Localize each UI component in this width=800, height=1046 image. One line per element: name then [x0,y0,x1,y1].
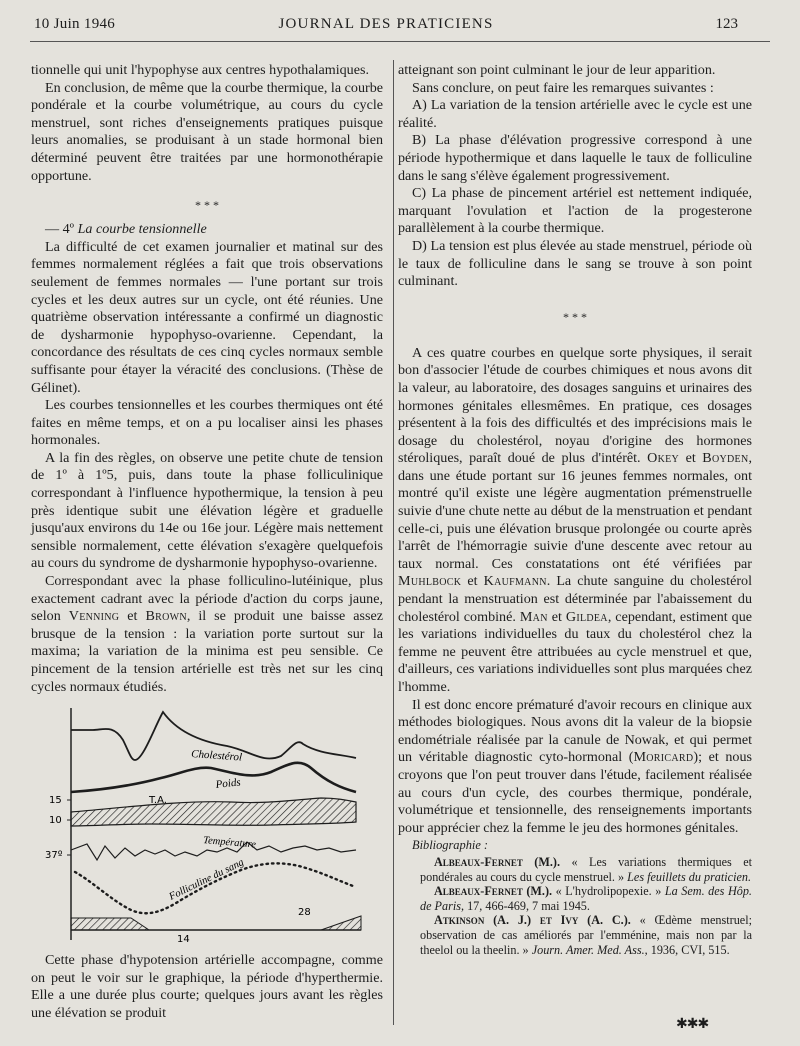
text-run: et [679,450,703,467]
author-name: Okey [647,450,680,467]
hormonal-curves-figure [31,704,383,946]
menstruation-band-start [71,918,149,930]
author-name: Kaufmann [483,573,547,590]
section-title: La courbe tensionnelle [77,221,207,238]
page-header [34,16,738,40]
bib-title: « Les variations thermiques et pondérales au cours du cycle menstruel. » [420,854,752,884]
paragraph: atteignant son point culminant le jour de leur apparition. [398,62,716,78]
text-run: , dans une étude portant sur 16 jeunes femmes normales, ont montré qu'il existe une légère augmentation prémenstruelle suivie d'une chute nette au début de la menstruation et pendant celle-ci, puis une élévation brusque prolongée ou courte après l'arrêt de l'hémorragie suivie d'une descente avec retour au taux normal. Ces constatations ont été vérifiées par [398,450,752,572]
header-journal-title: JOURNAL DES PRATICIENS [278,16,494,32]
paragraph: La difficulté de cet examen journalier et matinal sur des femmes normalement réglées a fait que trois observations seulement de femmes normales — l'une portant sur trois cycles et les deux autres sur un cycle, ont été réunies. Une quatrième observation intéressante a confirmé un diagnostic de dysharmonie hypophyso-ovarienne. Cependant, la concordance des résultats de ces cinq cycles normaux semble suffisante pour étayer la véracité des conclusions. (Thèse de Gélinet). [31,238,383,396]
section-heading [31,221,383,239]
paragraph: Les courbes tensionnelles et les courbes thermiques ont été faites en même temps, et on a pu localiser ainsi les phases hormonales. [31,397,383,449]
paragraph: Cette phase d'hypotension artérielle accompagne, comme on peut le voir sur le graphique, la période d'hyperthermie. Elle a une durée plus courte; quelques jours avant les règles une élévation se produit [31,952,383,1021]
tick-15: 15 [49,795,62,807]
paragraph: A) La variation de la tension artérielle avec le cycle est une réalité. [398,97,752,131]
bibliography-heading: Bibliographie : [412,838,489,853]
left-column [31,62,383,1023]
bib-details: 1936, CVI, 515. [647,942,730,957]
text-run: Correspondant avec la phase folliculino-lutéinique, plus exactement cadrant avec la période d'action du corps jaune, selon [31,573,383,625]
author-name: Venning [68,608,120,625]
text-run: Il est donc encore prématuré d'avoir recours en clinique aux méthodes biologiques. Nous avons dit la valeur de la biopsie endométriale réalisée par la canule de Nowak, et qui permet un véritable diagnostic cyto-hormonal ( [398,696,752,766]
paragraph: tionnelle qui unit l'hypophyse aux centres hypothalamiques. [31,62,369,78]
tick-10: 10 [49,815,62,827]
bib-title: « Œdème menstruel; observation de cas améliorés par l'emménine, mais non par la theelol ou la theelin. » [420,913,752,957]
text-run: ); et nous croyons que l'on peut trouver dans l'étude, facilement réalisée au cours d'un cycle, des courbes thermique, pondérale, volumétrique et tensionnelle, des renseignements importants pour apprécier chez la femme le jeu des hormones génitales. [398,749,752,836]
day-28-label: 28 [298,907,311,919]
bibliography-entry [398,855,752,884]
bib-details: 17, 466-469, 7 mai 1945. [464,898,590,913]
paragraph: D) La tension est plus élevée au stade menstruel, période où le taux de folliculine dans le sang se trouve à son point culminant. [398,237,752,290]
bib-source: La Sem. des Hôp. de Paris, [420,884,752,913]
section-separator: * * * [195,198,219,213]
poids-label: Poids [215,776,242,792]
column-divider [393,60,394,1025]
text-run: et [461,573,484,590]
paragraph: Sans conclure, on peut faire les remarques suivantes : [412,79,714,96]
author-name: Gildea [565,608,608,625]
poids-curve [71,763,356,792]
paragraph [31,573,383,696]
author-name: Muhlbock [398,573,462,590]
author-name: Boyden [702,450,749,467]
section-separator: * * * [563,309,587,324]
bib-author: Albeaux-Fernet (M.). [434,854,560,869]
text-run: , cependant, estiment que les variations individuelles du taux du cholestérol chez la femme ne peuvent être attribuées au cycle menstruel et que, d'ailleurs, ces variations individuelles sont plus marquées chez l'homme. [398,608,753,695]
paragraph: A la fin des règles, on observe une petite chute de tension de 1º à 1º5, puis, dans toute la phase folliculinique correspondant à l'influence hypothermique, la tension à peu près identique subit une élévation légère et graduelle jusqu'aux environs du 14e ou 16e jour. Légère mais nettement sensible normalement, cette élévation s'exagère quelquefois au cours du syndrome de dysharmonie hypophyso-ovarienne. [31,449,383,572]
text-run: et [119,608,146,625]
header-date: 10 Juin 1946 [34,16,116,32]
day-14-label: 14 [177,934,190,946]
temperature-label: Température [202,835,257,851]
header-page-number: 123 [715,16,738,32]
header-rule [30,41,770,42]
bib-source: Journ. Amer. Med. Ass., [531,942,648,957]
text-run: , il se produit une baisse assez brusque de la tension : la variation porte surtout sur la maxima; la variation de la minima est peu sensible. Ce pincement de la tension artérielle est très net sur les cinq cycles normaux étudiés. [31,608,384,695]
section-number: — 4º [45,221,75,238]
text-run: A ces quatre courbes en quelque sorte physiques, il serait bon d'associer l'étude de courbes chimiques et nous avons dit la valeur, au laboratoire, des dosages sanguins et urinaires des hormones génitales ellesmêmes. En pratique, ces dosages présentent à la fois des difficultés et des imprécisions mais le dosage du cholestérol, noyau d'origine des hormones stéroliques, paraît doué de plus d'intérêt. [398,344,752,467]
tension-band [71,798,356,826]
author-name: Moricard [633,749,694,766]
bibliography-entry [398,913,752,957]
bib-title: « L'hydrolipopexie. » [552,884,665,899]
paragraph: B) La phase d'élévation progressive correspond à une période hypothermique et dans laquelle le taux de folliculine dans le sang s'élève également progressivement. [398,132,752,184]
text-run: et [547,608,566,625]
paragraph [398,345,752,697]
menstruation-band-end [321,916,361,930]
author-name: Brown [145,608,187,625]
tick-37: 37º [45,850,63,862]
footer-ornament: ✱✱✱ [676,1017,709,1032]
right-column [398,62,752,957]
bib-author: Albeaux-Fernet (M.). [434,884,553,899]
author-name: Man [519,608,548,625]
text-run: . La chute sanguine du cholestérol pendant la menstruation est déterminée par l'abaissement du cholestérol combiné. [398,573,752,625]
figure-svg [31,704,383,946]
tension-label: T.A. [149,795,167,807]
paragraph: C) La phase de pincement artériel est nettement indiquée, marquant l'ovulation et l'action de la progesterone parallèlement à la courbe thermique. [398,185,752,237]
paragraph: En conclusion, de même que la courbe thermique, la courbe pondérale et la courbe volumétrique, au cours du cycle menstruel, sont riches d'enseignements pratiques puisque leurs anomalies, se produisant à un stade hormonal bien déterminé peuvent être traitées par une hormonothérapie opportune. [31,79,383,184]
paragraph [398,697,752,838]
cholesterol-label: Cholestérol [190,748,243,764]
bib-author: Atkinson (A. J.) et Ivy (A. C.). [434,913,631,928]
bibliography-entry [398,884,752,913]
bib-source: Les feuillets du praticien. [627,869,752,884]
folliculine-label: Folliculine du sang [167,857,246,903]
